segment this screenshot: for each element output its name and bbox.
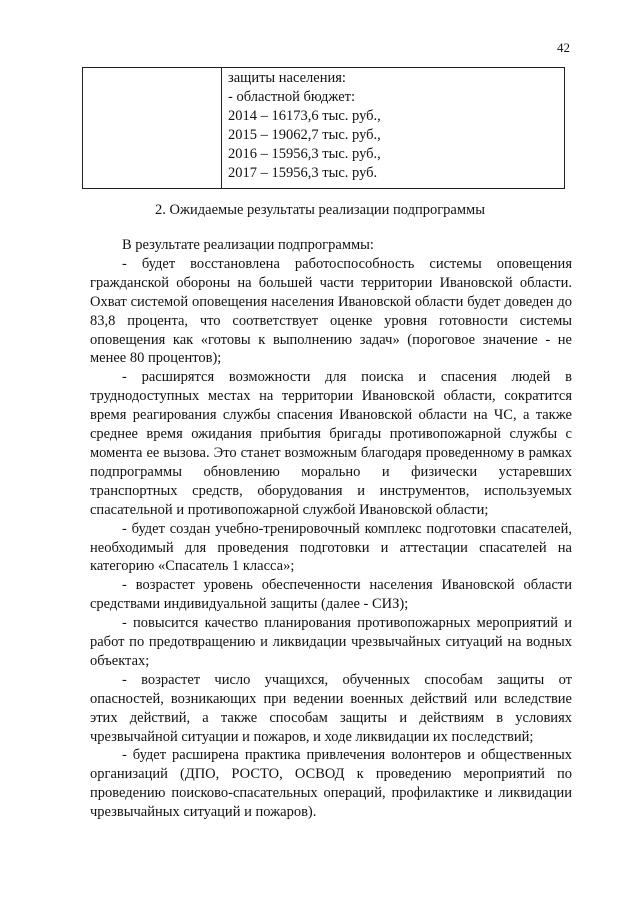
list-item: - будет создан учебно-тренировочный комплекс подготовки спасателей, необходимый для проведения подготовки и аттестации спасателей на категорию «Спасатель 1 класса»;: [90, 520, 572, 575]
section-body: [90, 236, 572, 822]
section-title: 2. Ожидаемые результаты реализации подпрограммы: [155, 202, 485, 218]
list-item: - будет расширена практика привлечения волонтеров и общественных организаций (ДПО, РОСТО, ОСВОД к проведению мероприятий по проведению поисково-спасательных операций, профилактике и ликвидации чрезвычайных ситуаций и пожаров).: [90, 747, 572, 821]
table-cell-line: 2015 – 19062,7 тыс. руб.,: [228, 127, 381, 143]
table-cell-line: защиты населения:: [228, 70, 346, 86]
table-cell-line: 2014 – 16173,6 тыс. руб.,: [228, 108, 381, 124]
financing-table: [82, 67, 565, 189]
table-row: [83, 68, 565, 189]
list-item: - расширятся возможности для поиска и спасения людей в труднодоступных местах на территории Ивановской области, сократится время реагирования службы спасения Ивановской области на ЧС, а также среднее время ожидания прибытия бригады противопожарной службы с момента ее вызова. Это станет возможным благодаря проведенному в рамках подпрограммы обновлению морально и физически устаревших транспортных средств, оборудования и инструментов, используемых спасательной и противопожарной службой Ивановской области;: [90, 369, 572, 518]
table-cell-value: [222, 68, 565, 189]
list-item: - возрастет число учащихся, обученных способам защиты от опасностей, возникающих при ведении военных действий или вследствие этих действий, а также способам защиты и действиям в условиях чрезвычайной ситуации и пожаров, и ходе ликвидации их последствий;: [90, 671, 572, 745]
table-cell-line: 2016 – 15956,3 тыс. руб.,: [228, 146, 381, 162]
table-cell-label: [83, 68, 222, 189]
page-number: 42: [557, 40, 570, 55]
list-item: - будет восстановлена работоспособность системы оповещения гражданской обороны на большей части территории Ивановской области. Охват системой оповещения населения Ивановской области будет доведен до 83,8 процента, что соответствует оценке уровня готовности системы оповещения как «готовы к выполнению задач» (пороговое значение - не менее 80 процентов);: [90, 255, 572, 367]
table-cell-line: 2017 – 15956,3 тыс. руб.: [228, 165, 378, 181]
section-intro: В результате реализации подпрограммы:: [122, 237, 374, 253]
list-item: - возрастет уровень обеспеченности населения Ивановской области средствами индивидуальной защиты (далее - СИЗ);: [90, 577, 572, 613]
list-item: - повысится качество планирования противопожарных мероприятий и работ по предотвращению и ликвидации чрезвычайных ситуаций на водных объектах;: [90, 615, 572, 669]
table-cell-line: - областной бюджет:: [228, 89, 356, 105]
